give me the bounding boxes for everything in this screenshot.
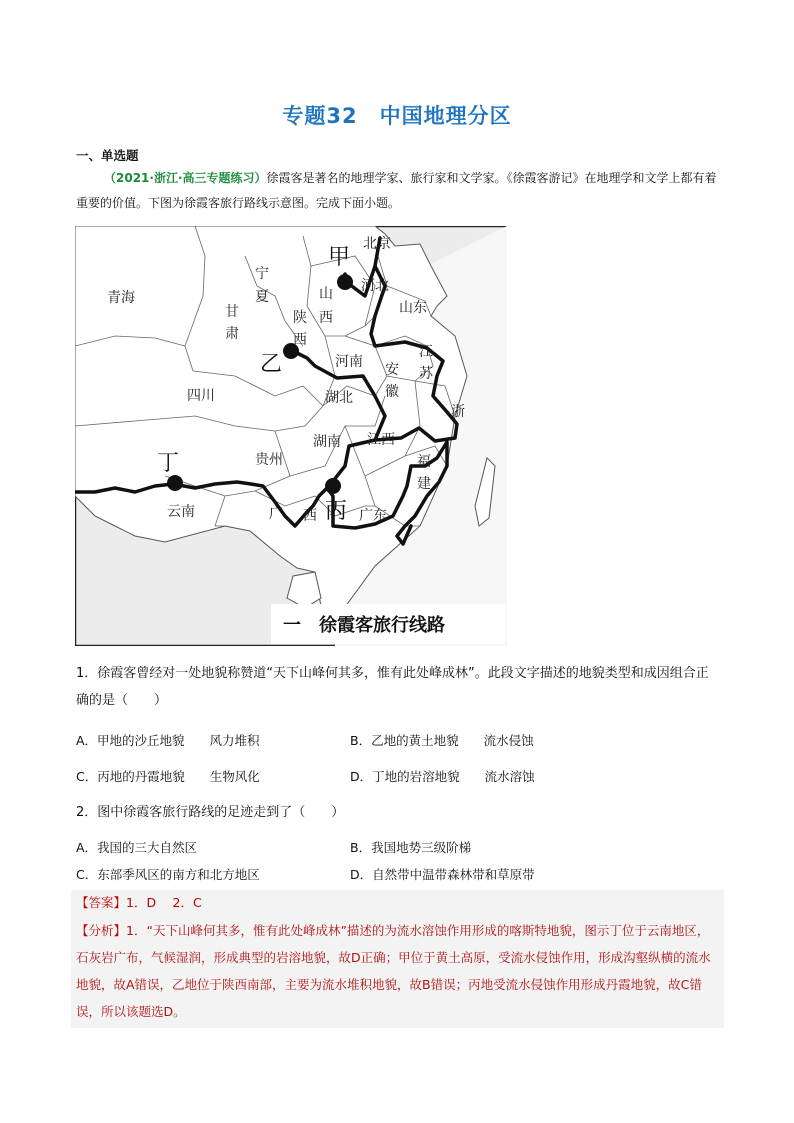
analysis-paragraph	[76, 917, 721, 1025]
analysis-tag: 【分析】	[76, 923, 127, 938]
point-yi-label: 乙	[260, 352, 283, 377]
q1-option-a: A．甲地的沙丘地貌 风力堆积	[76, 733, 260, 748]
label-shanxi-1: 山	[319, 286, 333, 302]
question-2-text: 2．图中徐霞客旅行路线的足迹走到了（ ）	[76, 805, 345, 820]
label-shaanxi-1: 陕	[293, 310, 307, 326]
label-guangdong: 广东	[359, 508, 387, 524]
label-gansu-1: 甘	[225, 304, 239, 320]
label-anhui-2: 徽	[385, 384, 399, 400]
label-gansu-2: 肃	[225, 326, 239, 342]
q1-option-c: C．丙地的丹霞地貌 生物风化	[76, 769, 260, 784]
label-beijing: 北京	[363, 236, 391, 252]
q1-option-b: B．乙地的黄土地貌 流水侵蚀	[350, 733, 534, 748]
label-henan: 河南	[335, 354, 363, 370]
map-figure	[75, 226, 507, 646]
label-guangxi-1: 广	[269, 506, 283, 522]
q2-option-c: C．东部季风区的南方和北方地区	[76, 867, 260, 882]
label-qinghai: 青海	[107, 290, 135, 306]
label-shandong: 山东	[399, 300, 427, 316]
label-sichuan: 四川	[187, 388, 215, 404]
q2-option-b: B．我国地势三级阶梯	[350, 840, 472, 855]
travel-route-map	[75, 226, 507, 646]
label-jiangsu-2: 苏	[419, 366, 433, 382]
analysis-text: 1．“天下山峰何其多，惟有此处峰成林”描述的为流水溶蚀作用形成的喀斯特地貌，图示丁位于云南地区，石灰岩广布，气候湿润，形成典型的岩溶地貌，故D正确；甲位于黄土高原，受流水侵蚀作用，形成沟壑纵横的流水地貌，故A错误，乙地位于陕西南部，主要为流水堆积地貌，故B错误；丙地受流水侵蚀作用形成丹霞地貌，故C错误，所以该题选D。	[76, 923, 711, 1019]
label-guangxi-2: 西	[303, 508, 317, 524]
point-ding-label: 丁	[157, 451, 180, 476]
label-hebei: 河北	[361, 278, 389, 294]
label-ningxia-2: 夏	[255, 289, 269, 305]
section-heading: 一、单选题	[76, 148, 139, 163]
point-jia-label: 甲	[328, 245, 351, 270]
intro-paragraph	[76, 166, 720, 216]
label-anhui-1: 安	[385, 362, 399, 378]
point-ding-marker	[167, 475, 183, 491]
map-legend: 一 徐霞客旅行线路	[283, 615, 445, 636]
q2-option-a: A．我国的三大自然区	[76, 840, 198, 855]
label-guizhou: 贵州	[255, 452, 283, 468]
question-source: （2021·浙江·高三专题练习）	[104, 171, 267, 185]
label-fujian-1: 福	[417, 454, 431, 470]
label-ningxia-1: 宁	[255, 266, 269, 282]
point-bing-label: 丙	[325, 499, 348, 524]
label-zhejiang: 浙	[451, 404, 465, 420]
label-hunan: 湖南	[313, 434, 341, 450]
label-fujian-2: 建	[417, 476, 431, 492]
label-shanxi-2: 西	[319, 310, 333, 326]
point-bing-marker	[325, 478, 341, 494]
label-jiangsu-1: 江	[419, 344, 433, 360]
question-1-text: 1．徐霞客曾经对一处地貌称赞道“天下山峰何其多，惟有此处峰成林”。此段文字描述的地貌类型和成因组合正确的是（ ）	[76, 666, 709, 708]
answer-line: 【答案】1．D 2．C	[76, 895, 202, 910]
label-jiangxi: 江西	[367, 432, 395, 448]
label-yunnan: 云南	[167, 504, 195, 520]
label-hubei: 湖北	[325, 390, 353, 406]
q2-option-d: D．自然带中温带森林带和草原带	[350, 867, 535, 882]
point-jia-marker	[337, 274, 353, 290]
label-shaanxi-2: 西	[293, 332, 307, 348]
intro-text: 徐霞客是著名的地理学家、旅行家和文学家。《徐霞客游记》在地理学和文学上都有着重要的价值。下图为徐霞客旅行路线示意图。完成下面小题。	[76, 171, 717, 210]
page-title: 专题32 中国地理分区	[282, 104, 512, 128]
q1-option-d: D．丁地的岩溶地貌 流水溶蚀	[350, 769, 535, 784]
